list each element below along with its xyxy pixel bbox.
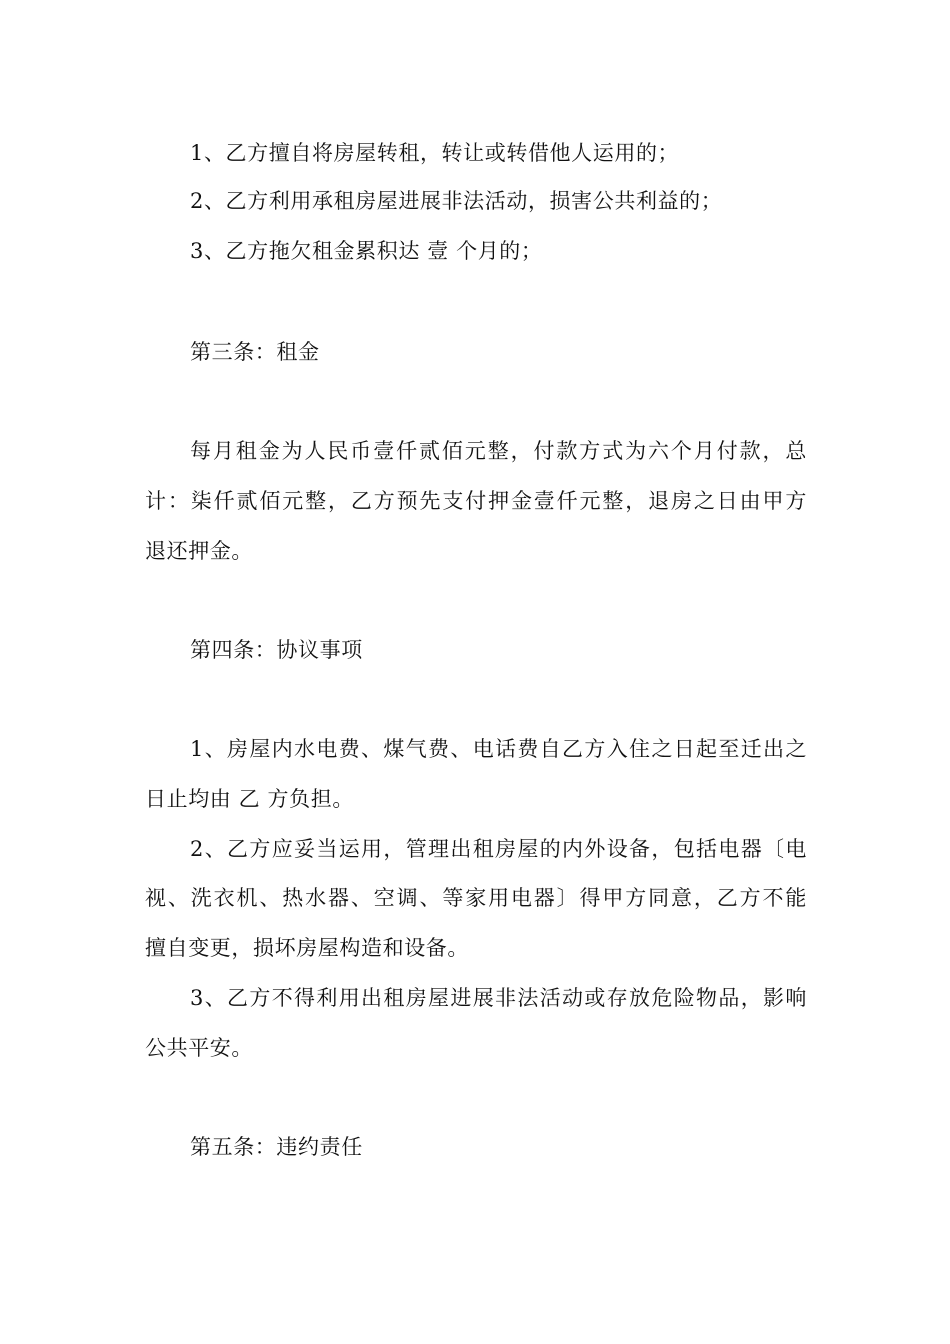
section-4-item-1-line: 日止均由 乙 方负担。 [145, 787, 354, 811]
clause-2: 2、乙方利用承租房屋进展非法活动，损害公共利益的； [190, 189, 723, 213]
clause-3: 3、乙方拖欠租金累积达 壹 个月的； [190, 239, 543, 263]
section-4-item-3-line: 3、乙方不得利用出租房屋进展非法活动或存放危险物品，影响 [190, 986, 807, 1010]
section-3-paragraph-line: 每月租金为人民币壹仟贰佰元整，付款方式为六个月付款，总 [190, 439, 807, 463]
section-4-item-2-line: 视、洗衣机、热水器、空调、等家用电器〕得甲方同意，乙方不能 [145, 886, 807, 910]
section-3-paragraph-line: 计：柒仟贰佰元整，乙方预先支付押金壹仟元整，退房之日由甲方 [145, 489, 807, 513]
section-4-item-1-line: 1、房屋内水电费、煤气费、电话费自乙方入住之日起至迁出之 [190, 737, 807, 761]
section-4-item-3-line: 公共平安。 [145, 1036, 253, 1060]
clause-1: 1、乙方擅自将房屋转租，转让或转借他人运用的； [190, 141, 680, 165]
section-3-paragraph-line: 退还押金。 [145, 539, 253, 563]
section-4-heading: 第四条：协议事项 [190, 638, 363, 662]
section-3-heading: 第三条：租金 [190, 340, 320, 364]
section-4-item-2-line: 2、乙方应妥当运用，管理出租房屋的内外设备，包括电器〔电 [190, 837, 807, 861]
section-4-item-2-line: 擅自变更，损坏房屋构造和设备。 [145, 936, 469, 960]
section-5-heading: 第五条：违约责任 [190, 1135, 363, 1159]
